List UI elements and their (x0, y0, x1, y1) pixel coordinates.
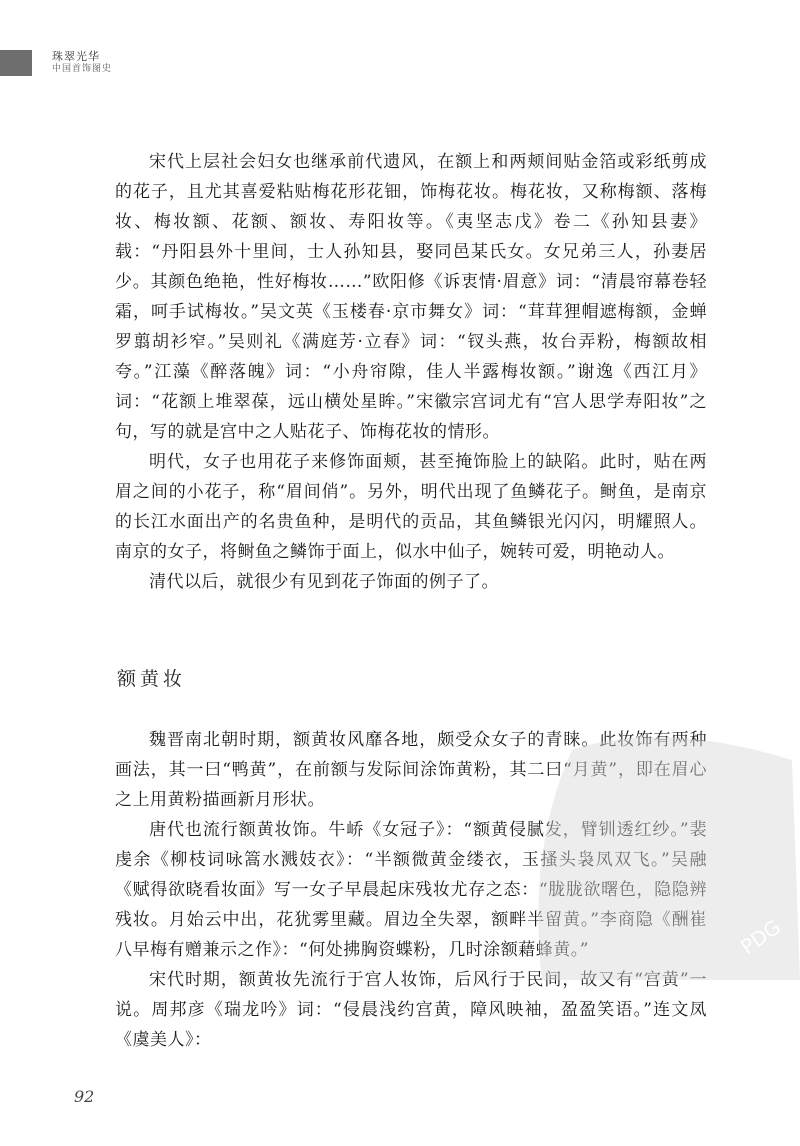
paragraph: 宋代上层社会妇女也继承前代遗风，在额上和两颊间贴金箔或彩纸剪成的花子，且尤其喜爱粘贴梅花形花钿，饰梅花妆。梅花妆，又称梅额、落梅妆、梅妆额、花额、额妆、寿阳妆等。《夷坚志戊》卷二《孙知县妻》载：“丹阳县外十里间，士人孙知县，娶同邑某氏女。女兄弟三人，孙妻居少。其颜色绝艳，性好梅妆……”欧阳修《诉衷情·眉意》词：“清晨帘幕卷轻霜，呵手试梅妆。”吴文英《玉楼春·京市舞女》词：“茸茸狸帽遮梅额，金蝉罗翦胡衫窄。”吴则礼《满庭芳·立春》词：“钗头燕，妆台弄粉，梅额故相夸。”江藻《醉落魄》词：“小舟帘隙，佳人半露梅妆额。”谢逸《西江月》词：“花额上堆翠葆，远山横处星眸。”宋徽宗宫词尤有“宫人思学寿阳妆”之句，写的就是宫中之人贴花子、饰梅花妆的情形。 (115, 152, 707, 442)
paragraph: 宋代时期，额黄妆先流行于宫人妆饰，后风行于民间，故又有“宫黄”一说。周邦彦《瑞龙吟》词：“侵晨浅约宫黄，障风映袖，盈盈笑语。”连文凤《虞美人》： (115, 970, 707, 1050)
paragraph: 魏晋南北朝时期，额黄妆风靡各地，颇受众女子的青睐。此妆饰有两种画法，其一曰“鸭黄”，在前额与发际间涂饰黄粉，其二曰“月黄”，即在眉心之上用黄粉描画新月形状。 (115, 730, 707, 810)
section-1-body (115, 147, 707, 597)
section-heading: 额黄妆 (117, 668, 187, 690)
watermark-label: PDG (736, 914, 786, 960)
book-subtitle: 中国首饰图史 (52, 64, 113, 74)
paragraph: 清代以后，就很少有见到花子饰面的例子了。 (149, 572, 499, 592)
watermark-seal-icon (532, 730, 800, 980)
paragraph: 明代，女子也用花子来修饰面颊，甚至掩饰脸上的缺陷。此时，贴在两眉之间的小花子，称“眉间俏”。另外，明代出现了鱼鳞花子。鲥鱼，是南京的长江水面出产的名贵鱼种，是明代的贡品，其鱼鳞银光闪闪，明耀照人。南京的女子，将鲥鱼之鳞饰于面上，似水中仙子，婉转可爱，明艳动人。 (115, 452, 707, 562)
book-title: 珠翠光华 (52, 50, 100, 63)
paragraph: 唐代也流行额黄妆饰。牛峤《女冠子》：“额黄侵腻发，臂钏透红纱。”裴虔余《柳枝词咏篙水溅妓衣》：“半额微黄金缕衣，玉搔头袅凤双飞。”吴融《赋得欲晓看妆面》写一女子早晨起床残妆尤存之态：“胧胧欲曙色，隐隐辨残妆。月始云中出，花犹雾里藏。眉边全失翠，额畔半留黄。”李商隐《酬崔八早梅有赠兼示之作》：“何处拂胸资蝶粉，几时涂额藉蜂黄。” (115, 820, 707, 960)
header-color-block (0, 50, 32, 76)
running-header (52, 50, 112, 75)
page-number: 92 (74, 1087, 95, 1106)
